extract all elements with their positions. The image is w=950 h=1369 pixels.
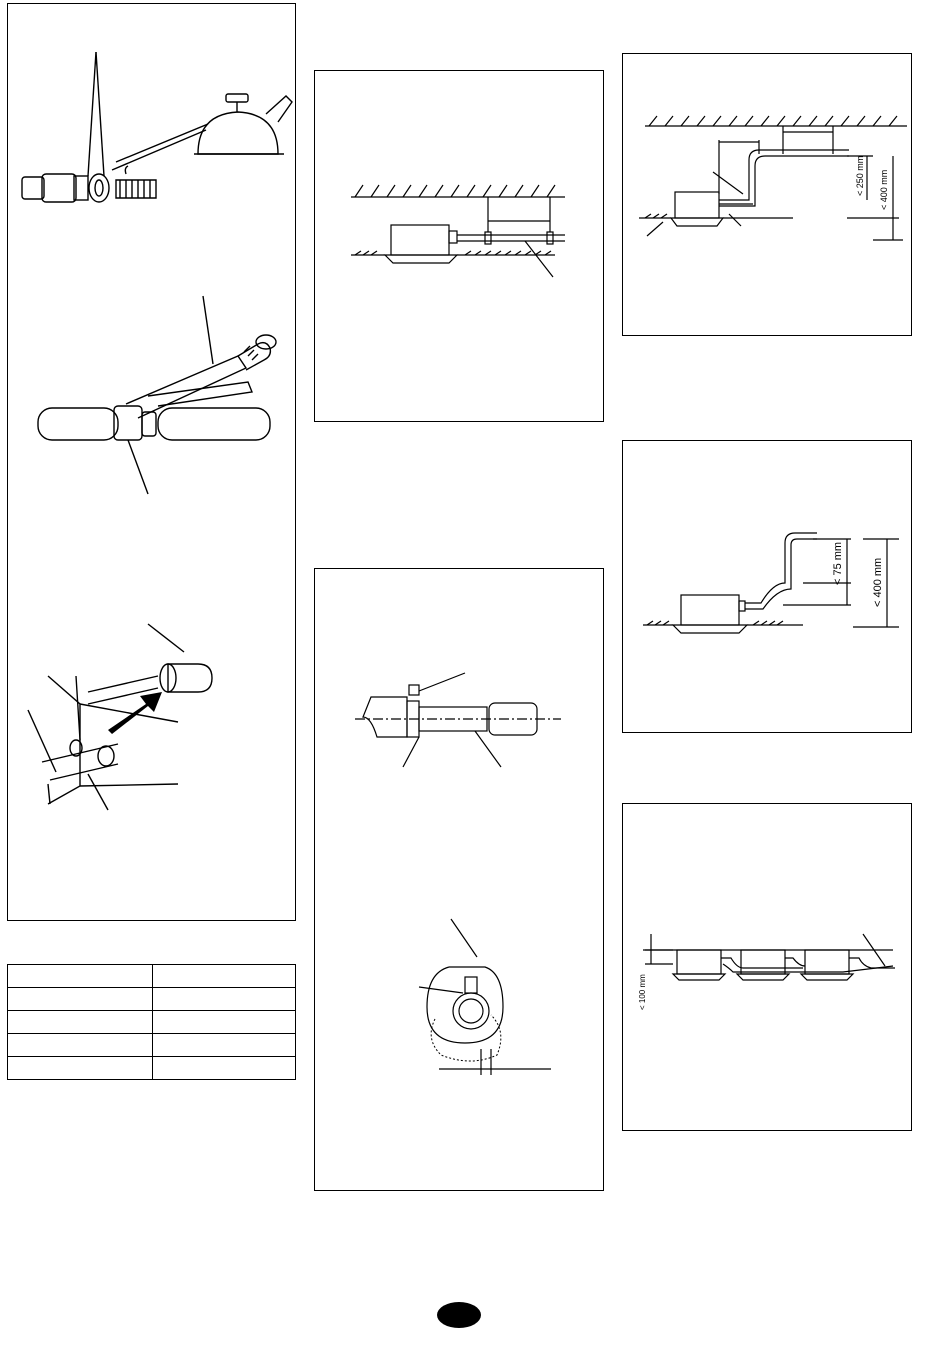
dimension-label-length: < 250 mm xyxy=(855,155,865,196)
dimension-label-total-height: < 400 mm xyxy=(872,557,884,607)
oil-can-illustration xyxy=(22,52,292,202)
table-cell xyxy=(8,1057,153,1080)
pipe-insulation-panel xyxy=(314,568,604,1191)
table-cell xyxy=(8,1011,153,1034)
table-row xyxy=(8,1057,296,1080)
insulation-illustration xyxy=(28,624,212,810)
table-row xyxy=(8,1011,296,1034)
torque-wrench-illustration xyxy=(38,296,276,494)
pipe-insulation-diagram xyxy=(315,569,605,1192)
flare-connection-panel xyxy=(7,3,296,921)
dimension-label-rise: < 75 mm xyxy=(832,541,844,585)
drain-raise-panel xyxy=(622,440,912,733)
table-row xyxy=(8,1034,296,1057)
table-cell xyxy=(153,1011,296,1034)
dimension-label-height: < 400 mm xyxy=(879,169,889,210)
page-number-badge xyxy=(437,1302,481,1328)
multiple-units-diagram xyxy=(623,804,913,1132)
table-cell xyxy=(153,988,296,1011)
pipe-support-diagram xyxy=(315,71,605,423)
drain-lift-diagram xyxy=(623,54,913,337)
pipe-support-panel xyxy=(314,70,604,422)
table-cell xyxy=(8,965,153,988)
table-cell xyxy=(153,1057,296,1080)
table-row xyxy=(8,988,296,1011)
drain-lift-panel xyxy=(622,53,912,336)
dimension-label-slope: < 100 mm xyxy=(638,974,647,1010)
direction-arrow-icon xyxy=(108,692,162,734)
multiple-units-panel xyxy=(622,803,912,1131)
table-cell xyxy=(8,988,153,1011)
table-row xyxy=(8,965,296,988)
table-cell xyxy=(8,1034,153,1057)
table-cell xyxy=(153,1034,296,1057)
torque-table xyxy=(7,964,296,1080)
drain-raise-diagram xyxy=(623,441,913,734)
flare-connection-illustrations xyxy=(8,4,297,922)
table-cell xyxy=(153,965,296,988)
